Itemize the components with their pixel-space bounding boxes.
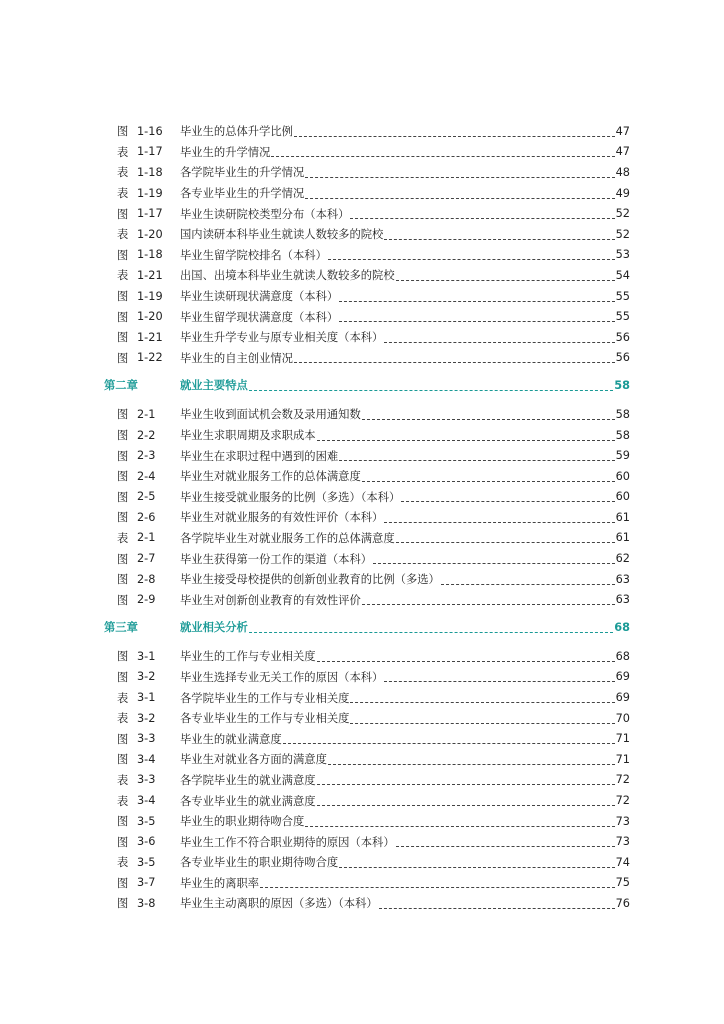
entry-number: 2-1 [137, 531, 156, 545]
entry-label [117, 203, 163, 224]
entry-kind: 表 [117, 166, 129, 180]
entry-kind: 图 [117, 290, 129, 304]
entry-title: 各学院毕业生的工作与专业相关度 [180, 691, 350, 705]
entry-label [117, 142, 163, 163]
toc-entry-row[interactable] [0, 306, 724, 327]
entry-kind: 表 [117, 269, 129, 283]
entry-page-number: 72 [615, 773, 630, 787]
leader-dots [317, 784, 615, 785]
toc-entry-row[interactable] [0, 265, 724, 286]
toc-entry-row[interactable] [0, 286, 724, 307]
entry-title: 毕业生读研现状满意度（本科） [180, 290, 339, 304]
table-of-contents [0, 121, 724, 914]
entry-number: 3-6 [137, 835, 156, 849]
entry-title: 毕业生对就业服务的有效性评价（本科） [180, 511, 384, 525]
leader-dots [362, 604, 615, 605]
entry-kind: 图 [117, 753, 129, 767]
toc-chapter-row[interactable] [0, 373, 724, 397]
entry-title: 毕业生获得第一份工作的渠道（本科） [180, 552, 373, 566]
entry-kind: 图 [117, 650, 129, 664]
toc-entry-row[interactable] [0, 589, 724, 610]
entry-kind: 表 [117, 773, 129, 787]
toc-entry-row[interactable] [0, 466, 724, 487]
toc-entry-row[interactable] [0, 528, 724, 549]
chapter-page-number: 58 [614, 378, 630, 392]
entry-kind: 图 [117, 897, 129, 911]
entry-kind: 表 [117, 531, 129, 545]
leader-dots [396, 280, 615, 281]
entry-number: 2-5 [137, 490, 156, 504]
entry-number: 3-2 [137, 711, 156, 725]
leader-dots [396, 846, 615, 847]
leader-dots [339, 321, 614, 322]
entry-title: 毕业生的职业期待吻合度 [180, 815, 305, 829]
leader-dots [317, 661, 615, 662]
entry-kind: 表 [117, 856, 129, 870]
entry-label [117, 162, 163, 183]
entry-page-number: 55 [615, 289, 630, 303]
leader-dots [379, 908, 615, 909]
entry-kind: 表 [117, 691, 129, 705]
leader-dots [305, 826, 614, 827]
entry-page-number: 47 [615, 145, 630, 159]
entry-label [117, 687, 155, 708]
entry-number: 3-7 [137, 876, 156, 890]
leader-dots [305, 198, 614, 199]
leader-dots [350, 218, 614, 219]
entry-page-number: 68 [615, 649, 630, 663]
entry-number: 3-5 [137, 814, 156, 828]
entry-kind: 表 [117, 145, 129, 159]
entry-title: 毕业生主动离职的原因（多选）（本科） [180, 897, 378, 911]
entry-page-number: 58 [615, 428, 630, 442]
entry-label [117, 708, 155, 729]
entry-number: 3-1 [137, 691, 156, 705]
entry-page-number: 75 [615, 876, 630, 890]
entry-title: 出国、出境本科毕业生就读人数较多的院校 [180, 269, 395, 283]
entry-page-number: 59 [615, 449, 630, 463]
entry-page-number: 70 [615, 711, 630, 725]
entry-title: 毕业生的总体升学比例 [180, 125, 293, 139]
toc-entry-row[interactable] [0, 873, 724, 894]
leader-dots [384, 681, 614, 682]
chapter-title: 就业主要特点 [180, 379, 248, 393]
entry-page-number: 47 [615, 124, 630, 138]
entry-number: 2-4 [137, 469, 156, 483]
entry-number: 1-18 [137, 248, 163, 262]
entry-kind: 图 [117, 815, 129, 829]
entry-page-number: 73 [615, 814, 630, 828]
entry-kind: 图 [117, 470, 129, 484]
entry-title: 毕业生留学现状满意度（本科） [180, 310, 339, 324]
entry-label [117, 487, 155, 508]
entry-number: 3-4 [137, 794, 156, 808]
entry-title: 毕业生接受母校提供的创新创业教育的比例（多选） [180, 573, 440, 587]
leader-dots [384, 239, 614, 240]
entry-page-number: 61 [615, 531, 630, 545]
toc-entry-row[interactable] [0, 121, 724, 142]
entry-page-number: 69 [615, 691, 630, 705]
entry-number: 1-22 [137, 351, 163, 365]
toc-entry-row[interactable] [0, 548, 724, 569]
entry-number: 2-1 [137, 407, 156, 421]
toc-entry-row[interactable] [0, 445, 724, 466]
toc-entry-row[interactable] [0, 708, 724, 729]
leader-dots [441, 584, 615, 585]
entry-title: 毕业生的就业满意度 [180, 732, 282, 746]
entry-kind: 表 [117, 794, 129, 808]
toc-entry-row[interactable] [0, 749, 724, 770]
entry-title: 毕业生对就业服务工作的总体满意度 [180, 470, 361, 484]
entry-label [117, 327, 163, 348]
entry-number: 3-8 [137, 896, 156, 910]
toc-entry-row[interactable] [0, 404, 724, 425]
entry-page-number: 53 [615, 248, 630, 262]
entry-title: 毕业生接受就业服务的比例（多选）（本科） [180, 490, 401, 504]
entry-page-number: 63 [615, 593, 630, 607]
entry-title: 各专业毕业生的工作与专业相关度 [180, 712, 350, 726]
entry-number: 3-2 [137, 670, 156, 684]
entry-kind: 图 [117, 593, 129, 607]
entry-kind: 图 [117, 331, 129, 345]
entry-label [117, 445, 155, 466]
entry-number: 1-17 [137, 145, 163, 159]
entry-number: 2-7 [137, 552, 156, 566]
entry-label [117, 589, 155, 610]
entry-number: 1-21 [137, 268, 163, 282]
entry-title: 毕业生的工作与专业相关度 [180, 650, 316, 664]
entry-label [117, 245, 163, 266]
entry-number: 3-3 [137, 773, 156, 787]
toc-chapter-row[interactable] [0, 615, 724, 639]
entry-title: 毕业生的自主创业情况 [180, 351, 293, 365]
entry-page-number: 72 [615, 794, 630, 808]
toc-entry-row[interactable] [0, 224, 724, 245]
entry-title: 各学院毕业生的就业满意度 [180, 773, 316, 787]
leader-dots [373, 563, 615, 564]
entry-label [117, 646, 155, 667]
entry-number: 2-9 [137, 593, 156, 607]
entry-page-number: 49 [615, 186, 630, 200]
entry-number: 1-20 [137, 227, 163, 241]
leader-dots [401, 501, 614, 502]
toc-entry-row[interactable] [0, 507, 724, 528]
entry-page-number: 56 [615, 351, 630, 365]
entry-kind: 图 [117, 876, 129, 890]
entry-page-number: 61 [615, 510, 630, 524]
entry-page-number: 63 [615, 572, 630, 586]
entry-title: 毕业生求职周期及求职成本 [180, 429, 316, 443]
entry-title: 各专业毕业生的升学情况 [180, 187, 305, 201]
entry-kind: 图 [117, 125, 129, 139]
entry-label [117, 667, 155, 688]
toc-entry-row[interactable] [0, 646, 724, 667]
entry-kind: 图 [117, 732, 129, 746]
entry-kind: 图 [117, 835, 129, 849]
entry-number: 1-20 [137, 310, 163, 324]
entry-kind: 表 [117, 712, 129, 726]
toc-entry-row[interactable] [0, 687, 724, 708]
entry-title: 各学院毕业生对就业服务工作的总体满意度 [180, 531, 395, 545]
entry-title: 各专业毕业生的就业满意度 [180, 794, 316, 808]
entry-kind: 图 [117, 408, 129, 422]
entry-title: 毕业生收到面试机会数及录用通知数 [180, 408, 361, 422]
entry-kind: 图 [117, 573, 129, 587]
leader-dots [339, 867, 614, 868]
entry-label [117, 507, 155, 528]
entry-number: 3-3 [137, 732, 156, 746]
entry-label [117, 831, 155, 852]
entry-title: 毕业生的升学情况 [180, 145, 271, 159]
leader-dots [350, 702, 614, 703]
leader-dots [283, 743, 615, 744]
leader-dots [350, 723, 614, 724]
entry-number: 1-19 [137, 186, 163, 200]
entry-label [117, 224, 163, 245]
entry-label [117, 306, 163, 327]
entry-title: 毕业生对就业各方面的满意度 [180, 753, 327, 767]
entry-page-number: 52 [615, 227, 630, 241]
entry-title: 毕业生对创新创业教育的有效性评价 [180, 593, 361, 607]
chapter-page-number: 68 [614, 620, 630, 634]
leader-dots [396, 542, 615, 543]
entry-number: 1-18 [137, 165, 163, 179]
entry-label [117, 811, 155, 832]
leader-dots [362, 419, 615, 420]
entry-page-number: 74 [615, 855, 630, 869]
entry-number: 2-2 [137, 428, 156, 442]
toc-entry-row[interactable] [0, 569, 724, 590]
leader-dots [249, 390, 613, 391]
entry-title: 毕业生升学专业与原专业相关度（本科） [180, 331, 384, 345]
chapter-title: 就业相关分析 [180, 621, 248, 635]
entry-title: 毕业生留学院校排名（本科） [180, 248, 327, 262]
entry-page-number: 58 [615, 407, 630, 421]
entry-number: 1-17 [137, 207, 163, 221]
leader-dots [317, 805, 615, 806]
toc-entry-row[interactable] [0, 487, 724, 508]
entry-page-number: 73 [615, 835, 630, 849]
entry-title: 国内读研本科毕业生就读人数较多的院校 [180, 228, 384, 242]
entry-kind: 图 [117, 670, 129, 684]
entry-kind: 图 [117, 552, 129, 566]
leader-dots [362, 481, 615, 482]
toc-entry-row[interactable] [0, 425, 724, 446]
entry-kind: 图 [117, 511, 129, 525]
toc-entry-row[interactable] [0, 770, 724, 791]
toc-entry-row[interactable] [0, 811, 724, 832]
leader-dots [339, 301, 614, 302]
entry-page-number: 52 [615, 207, 630, 221]
entry-number: 2-3 [137, 449, 156, 463]
toc-entry-row[interactable] [0, 162, 724, 183]
leader-dots [317, 440, 615, 441]
entry-kind: 图 [117, 310, 129, 324]
entry-label [117, 466, 155, 487]
entry-number: 3-1 [137, 649, 156, 663]
toc-entry-row[interactable] [0, 852, 724, 873]
entry-page-number: 54 [615, 268, 630, 282]
entry-kind: 图 [117, 207, 129, 221]
entry-page-number: 69 [615, 670, 630, 684]
entry-number: 1-16 [137, 124, 163, 138]
entry-page-number: 71 [615, 752, 630, 766]
entry-label [117, 183, 163, 204]
toc-entry-row[interactable] [0, 667, 724, 688]
toc-entry-row[interactable] [0, 348, 724, 369]
toc-entry-row[interactable] [0, 728, 724, 749]
entry-label [117, 873, 155, 894]
toc-entry-row[interactable] [0, 327, 724, 348]
entry-label [117, 286, 163, 307]
leader-dots [294, 362, 615, 363]
leader-dots [305, 177, 614, 178]
toc-entry-row[interactable] [0, 203, 724, 224]
entry-page-number: 60 [615, 469, 630, 483]
entry-label [117, 548, 155, 569]
chapter-label: 第三章 [104, 621, 138, 635]
toc-entry-row[interactable] [0, 893, 724, 914]
leader-dots [260, 887, 615, 888]
entry-label [117, 893, 155, 914]
chapter-label: 第二章 [104, 379, 138, 393]
entry-label [117, 528, 155, 549]
leader-dots [271, 156, 614, 157]
entry-kind: 图 [117, 449, 129, 463]
entry-page-number: 55 [615, 310, 630, 324]
entry-number: 3-5 [137, 855, 156, 869]
entry-title: 毕业生在求职过程中遇到的困难 [180, 449, 339, 463]
entry-kind: 图 [117, 490, 129, 504]
entry-page-number: 56 [615, 330, 630, 344]
entry-page-number: 48 [615, 165, 630, 179]
entry-page-number: 76 [615, 896, 630, 910]
entry-label [117, 121, 163, 142]
toc-entry-row[interactable] [0, 142, 724, 163]
entry-title: 毕业生的离职率 [180, 876, 260, 890]
entry-title: 各专业毕业生的职业期待吻合度 [180, 856, 339, 870]
entry-kind: 图 [117, 248, 129, 262]
entry-kind: 图 [117, 351, 129, 365]
entry-kind: 表 [117, 187, 129, 201]
entry-label [117, 348, 163, 369]
entry-label [117, 425, 155, 446]
entry-label [117, 265, 163, 286]
entry-number: 1-19 [137, 289, 163, 303]
entry-title: 毕业生读研院校类型分布（本科） [180, 207, 350, 221]
entry-title: 毕业生工作不符合职业期待的原因（本科） [180, 835, 395, 849]
entry-kind: 表 [117, 228, 129, 242]
toc-entry-row[interactable] [0, 245, 724, 266]
leader-dots [328, 259, 615, 260]
toc-entry-row[interactable] [0, 831, 724, 852]
toc-entry-row[interactable] [0, 790, 724, 811]
leader-dots [249, 632, 613, 633]
leader-dots [294, 136, 615, 137]
entry-label [117, 790, 155, 811]
entry-label [117, 749, 155, 770]
leader-dots [384, 342, 614, 343]
entry-number: 2-6 [137, 510, 156, 524]
leader-dots [339, 460, 614, 461]
entry-number: 3-4 [137, 752, 156, 766]
entry-title: 各学院毕业生的升学情况 [180, 166, 305, 180]
entry-page-number: 60 [615, 490, 630, 504]
entry-number: 2-8 [137, 572, 156, 586]
entry-kind: 图 [117, 429, 129, 443]
entry-label [117, 569, 155, 590]
leader-dots [384, 522, 614, 523]
entry-label [117, 852, 155, 873]
toc-entry-row[interactable] [0, 183, 724, 204]
leader-dots [328, 764, 615, 765]
entry-number: 1-21 [137, 330, 163, 344]
entry-label [117, 728, 155, 749]
entry-title: 毕业生选择专业无关工作的原因（本科） [180, 670, 384, 684]
entry-page-number: 62 [615, 552, 630, 566]
entry-label [117, 770, 155, 791]
entry-page-number: 71 [615, 732, 630, 746]
entry-label [117, 404, 155, 425]
